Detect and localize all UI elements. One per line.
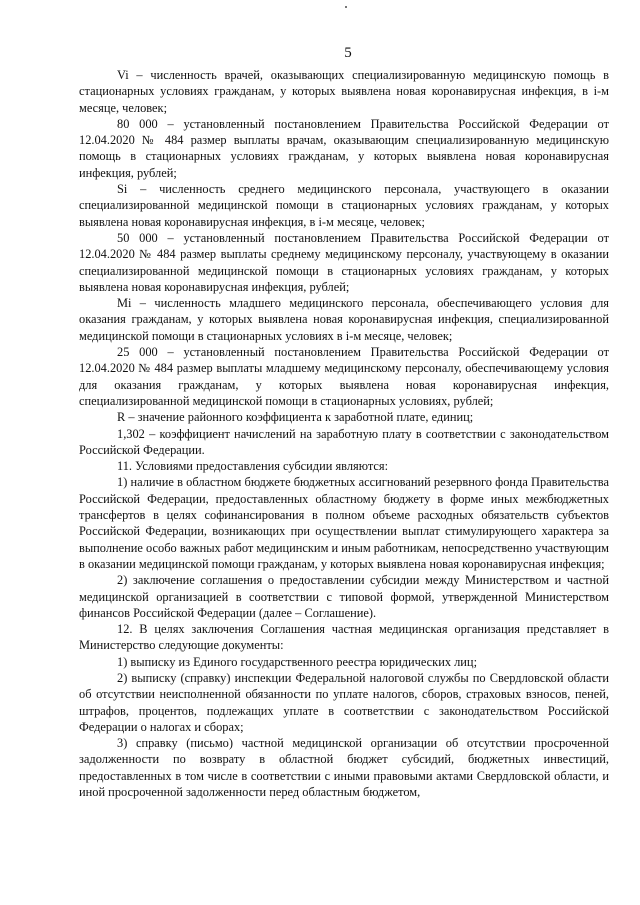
paragraph-mi-definition: Mi – численность младшего медицинского персонала, обеспечивающего условия для оказания гражданам, у которых выявлена новая коронавирусная инфекция, специализированной медицинской помощи в стационарных условиях в i-м месяце, человек; [79,296,609,343]
paragraph-document-1: 1) выписку из Единого государственного реестра юридических лиц; [117,654,478,669]
paragraph-section-11-heading: 11. Условиями предоставления субсидии являются: [117,459,389,474]
paragraph-document-2: 2) выписку (справку) инспекции Федеральной налоговой службы по Свердловской области об отсутствии неисполненной обязанности по уплате налогов, сборов, страховых взносов, пеней, штрафов, процентов, подлежащих уплате в соответствии с законодательством Российской Федерации о налогах и сборах; [79,670,609,734]
paragraph-condition-1: 1) наличие в областном бюджете бюджетных ассигнований резервного фонда Правительства Российской Федерации, предоставленных областному бюджету в форме иных межбюджетных трансфертов в целях софинансирования в полном объеме расходных обязательств субъектов Российской Федерации, возникающих при осуществлении выплат стимулирующего характера за выполнение особо важных работ медицинским и иным работникам, непосредственно участвующим в оказании медицинской помощи гражданам, у которых выявлена новая коронавирусная инфекция; [79,475,609,571]
paragraph-25000-payment: 25 000 – установленный постановлением Правительства Российской Федерации от 12.04.2020 № 484 размер выплаты младшему медицинскому персоналу, обеспечивающему условия для оказания гражданам, у которых выявлена новая коронавирусная инфекция, специализированной медицинской помощи в стационарных условиях, рублей; [79,345,609,408]
paragraph-document-3: 3) справку (письмо) частной медицинской организации об отсутствии просроченной задолженности по возврату в областной бюджет субсидий, бюджетных инвестиций, предоставленных в том числе в соответствии с иными правовыми актами Свердловской области, и иной просроченной задолженности перед областным бюджетом, [79,736,609,800]
paragraph-section-12-heading: 12. В целях заключения Соглашения частная медицинская организация представляет в Министерство следующие документы: [79,622,609,653]
paragraph-r-coefficient: R – значение районного коэффициента к заработной плате, единиц; [117,410,474,425]
paragraph-vi-definition: Vi – численность врачей, оказывающих специализированную медицинскую помощь в стационарных условиях гражданам, у которых выявлена новая коронавирусная инфекция, в i-м месяце, человек; [79,68,609,115]
paragraph-condition-2: 2) заключение соглашения о предоставлении субсидии между Министерством и частной медицинской организацией в соответствии с типовой формой, утвержденной Министерством финансов Российской Федерации (далее – Соглашение). [79,573,609,620]
paragraph-50000-payment: 50 000 – установленный постановлением Правительства Российской Федерации от 12.04.2020 № 484 размер выплаты среднему медицинскому персоналу, участвующему в оказании специализированной медицинской помощи в стационарных условиях гражданам, у которых выявлена новая коронавирусная инфекция, рублей; [79,230,609,294]
paragraph-si-definition: Si – численность среднего медицинского персонала, участвующего в оказании специализированной медицинской помощи в стационарных условиях гражданам, у которых выявлена новая коронавирусная инфекция, в i-м месяце, человек; [79,182,609,229]
paragraph-1302-coefficient: 1,302 – коэффициент начислений на заработную плату в соответствии с законодательством Российской Федерации. [79,426,609,457]
paragraph-80000-payment: 80 000 – установленный постановлением Правительства Российской Федерации от 12.04.2020 № 484 размер выплаты врачам, оказывающим специализированную медицинскую помощь в стационарных условиях гражданам, у которых выявлена новая коронавирусная инфекция, рублей; [79,116,609,180]
page-number: 5 [344,45,352,61]
scan-artifact-dot [345,6,347,8]
